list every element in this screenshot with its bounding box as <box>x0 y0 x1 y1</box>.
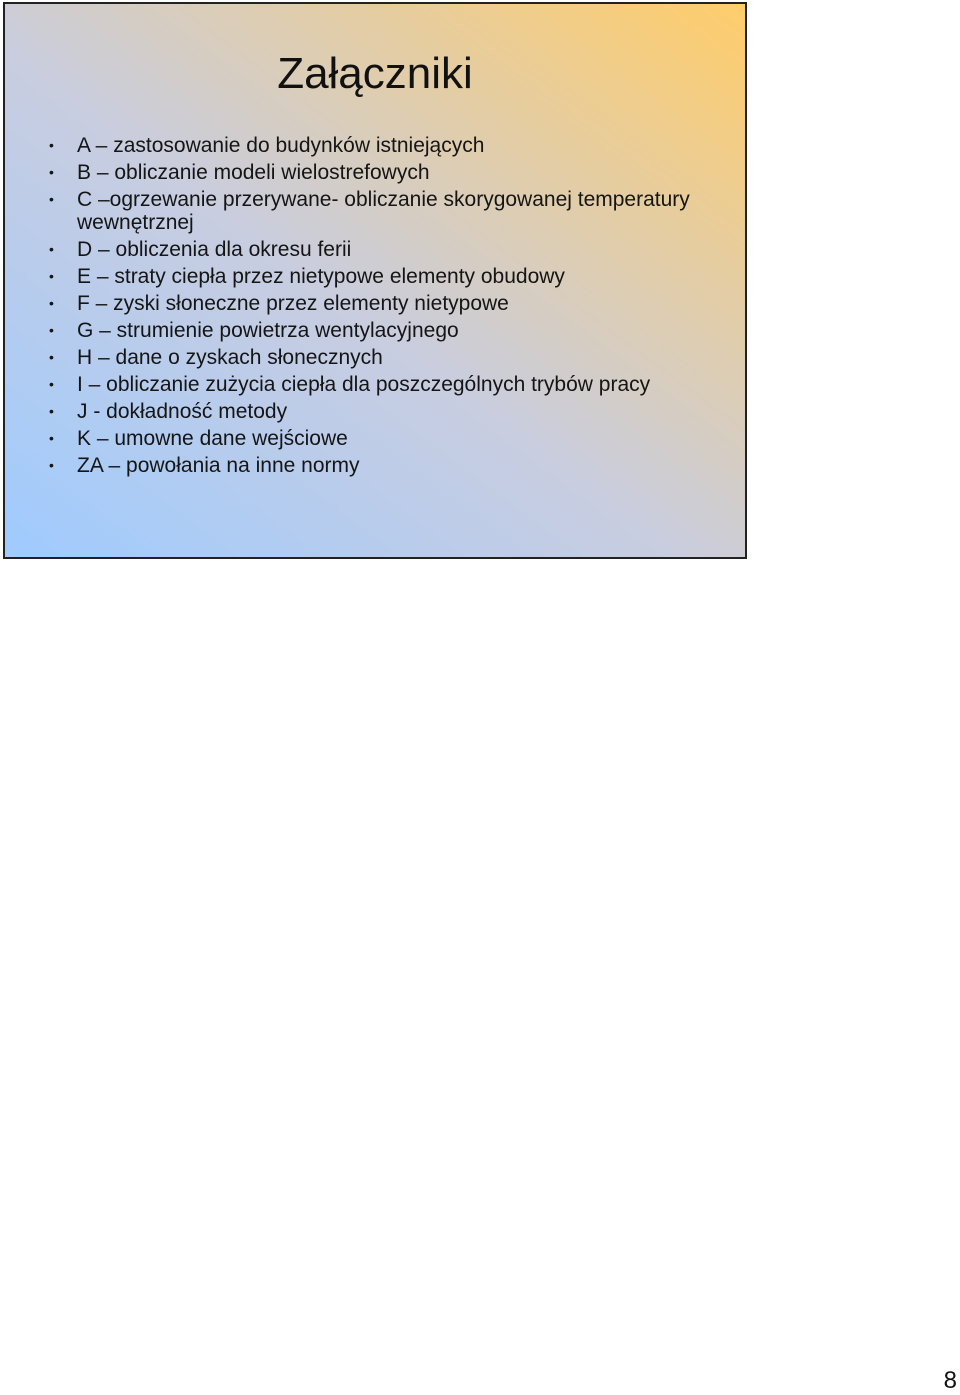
bullet-icon: • <box>49 322 54 338</box>
list-item <box>45 265 735 288</box>
list-item <box>45 161 735 184</box>
list-item-text: G – strumienie powietrza wentylacyjnego <box>77 319 459 342</box>
slide <box>3 2 747 559</box>
list-item-text: J - dokładność metody <box>77 400 288 423</box>
list-item-text: K – umowne dane wejściowe <box>77 427 348 450</box>
bullet-icon: • <box>49 403 54 419</box>
list-item <box>45 373 735 396</box>
slide-title: Załączniki <box>277 49 473 98</box>
list-item-text: C –ogrzewanie przerywane- obliczanie skorygowanej temperatury wewnętrznej <box>77 188 690 234</box>
bullet-icon: • <box>49 349 54 365</box>
list-item-text: B – obliczanie modeli wielostrefowych <box>77 161 430 184</box>
bullet-icon: • <box>49 268 54 284</box>
list-item-text: ZA – powołania na inne normy <box>77 454 360 477</box>
bullet-icon: • <box>49 137 54 153</box>
bullet-icon: • <box>49 164 54 180</box>
list-item-text: I – obliczanie zużycia ciepła dla poszczególnych trybów pracy <box>77 373 651 396</box>
list-item-text: H – dane o zyskach słonecznych <box>77 346 383 369</box>
list-item <box>45 400 735 423</box>
list-item <box>45 134 735 157</box>
bullet-icon: • <box>49 457 54 473</box>
list-item <box>45 427 735 450</box>
bullet-icon: • <box>49 376 54 392</box>
bullet-icon: • <box>49 241 54 257</box>
bullet-list <box>45 134 735 481</box>
list-item <box>45 454 735 477</box>
list-item <box>45 188 735 234</box>
bullet-icon: • <box>49 430 54 446</box>
list-item <box>45 319 735 342</box>
list-item-text: E – straty ciepła przez nietypowe elementy obudowy <box>77 265 565 288</box>
list-item-text: D – obliczenia dla okresu ferii <box>77 238 352 261</box>
bullet-icon: • <box>49 191 54 207</box>
list-item <box>45 238 735 261</box>
page-number: 8 <box>943 1367 957 1394</box>
list-item <box>45 292 735 315</box>
list-item-text: A – zastosowanie do budynków istniejących <box>77 134 485 157</box>
list-item <box>45 346 735 369</box>
bullet-icon: • <box>49 295 54 311</box>
list-item-text: F – zyski słoneczne przez elementy nietypowe <box>77 292 509 315</box>
